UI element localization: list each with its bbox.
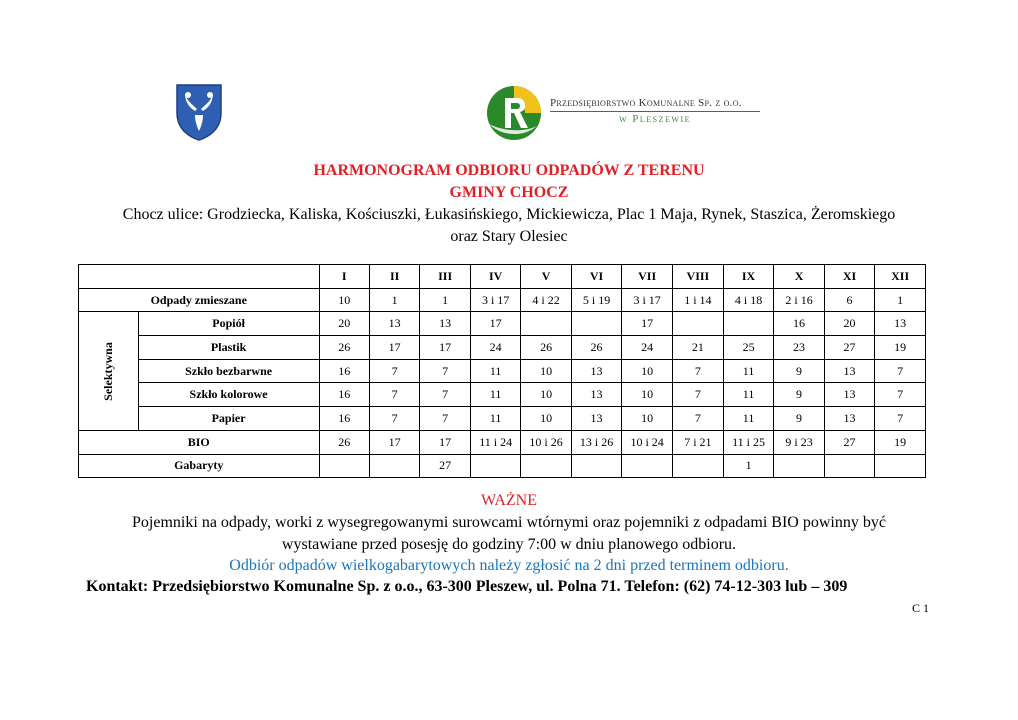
schedule-cell (875, 454, 926, 478)
schedule-cell: 17 (470, 312, 520, 336)
schedule-cell (824, 454, 874, 478)
waste-type-label: Szkło bezbarwne (138, 359, 319, 383)
schedule-cell: 9 (774, 359, 824, 383)
schedule-cell (723, 312, 773, 336)
schedule-cell: 9 (774, 407, 824, 431)
schedule-cell: 11 (470, 383, 520, 407)
schedule-cell: 27 (420, 454, 471, 478)
table-row (79, 288, 926, 312)
schedule-cell: 7 (672, 383, 723, 407)
table-row (79, 407, 926, 431)
month-header-VIII: VIII (672, 265, 723, 289)
schedule-cell: 16 (774, 312, 824, 336)
schedule-cell: 13 (824, 383, 874, 407)
company-name-line2: w Pleszewie (618, 113, 692, 125)
table-row (79, 312, 926, 336)
schedule-cell: 25 (723, 336, 773, 360)
schedule-cell: 10 (521, 383, 571, 407)
month-header-II: II (369, 265, 419, 289)
schedule-cell: 6 (824, 288, 874, 312)
schedule-cell: 13 (571, 407, 621, 431)
schedule-cell: 1 (723, 454, 773, 478)
schedule-cell: 13 (875, 312, 926, 336)
company-name (550, 97, 770, 125)
page-code: C 1 (912, 601, 930, 615)
schedule-cell: 10 i 24 (622, 430, 673, 454)
header-corner-cell (79, 265, 320, 289)
schedule-cell: 9 i 23 (774, 430, 824, 454)
schedule-cell: 26 (571, 336, 621, 360)
schedule-cell: 21 (672, 336, 723, 360)
table-row (79, 359, 926, 383)
month-header-VI: VI (571, 265, 621, 289)
selective-group-text: Selektywna (100, 341, 115, 401)
month-header-I: I (319, 265, 369, 289)
schedule-cell: 7 (369, 383, 419, 407)
schedule-cell: 11 (470, 359, 520, 383)
schedule-cell: 3 i 17 (470, 288, 520, 312)
schedule-cell (369, 454, 419, 478)
schedule-cell: 4 i 18 (723, 288, 773, 312)
schedule-cell: 7 (672, 407, 723, 431)
company-logo-icon (485, 84, 543, 142)
schedule-cell: 7 (369, 407, 419, 431)
schedule-cell: 16 (319, 359, 369, 383)
schedule-cell: 24 (622, 336, 673, 360)
waste-type-label: Plastik (138, 336, 319, 360)
schedule-cell: 11 i 24 (470, 430, 520, 454)
company-name-line1: Przedsiębiorstwo Komunalne Sp. z o.o. (550, 97, 742, 109)
schedule-cell (521, 454, 571, 478)
schedule-cell: 4 i 22 (521, 288, 571, 312)
schedule-cell: 1 (875, 288, 926, 312)
schedule-cell (774, 454, 824, 478)
schedule-cell: 10 (521, 359, 571, 383)
schedule-cell: 16 (319, 383, 369, 407)
notice-line1: Pojemniki na odpady, worki z wysegregowanymi surowcami wtórnymi oraz pojemniki z odpadami BIO powinny być (132, 514, 886, 531)
schedule-cell: 19 (875, 336, 926, 360)
schedule-cell: 17 (622, 312, 673, 336)
document-title-line2: GMINY CHOCZ (449, 184, 569, 201)
schedule-cell: 13 (571, 383, 621, 407)
schedule-cell: 7 (672, 359, 723, 383)
schedule-cell: 1 (369, 288, 419, 312)
schedule-cell: 17 (420, 430, 471, 454)
schedule-cell: 9 (774, 383, 824, 407)
schedule-cell: 11 (723, 359, 773, 383)
table-row (79, 430, 926, 454)
notice-line2: wystawiane przed posesję do godziny 7:00 w dniu planowego odbioru. (281, 536, 737, 553)
schedule-cell: 2 i 16 (774, 288, 824, 312)
waste-type-label: Szkło kolorowe (138, 383, 319, 407)
schedule-cell: 26 (319, 430, 369, 454)
schedule-cell: 10 (622, 383, 673, 407)
schedule-cell: 13 (420, 312, 471, 336)
bulky-waste-note: Odbiór odpadów wielkogabarytowych należy zgłosić na 2 dni przed terminem odbioru. (229, 557, 789, 574)
table-row (79, 336, 926, 360)
schedule-cell: 20 (319, 312, 369, 336)
schedule-cell: 1 (420, 288, 471, 312)
schedule-cell: 27 (824, 430, 874, 454)
schedule-cell: 23 (774, 336, 824, 360)
schedule-cell (319, 454, 369, 478)
schedule-cell: 10 (622, 407, 673, 431)
schedule-cell: 11 (470, 407, 520, 431)
schedule-cell (571, 312, 621, 336)
schedule-cell: 16 (319, 407, 369, 431)
schedule-cell: 27 (824, 336, 874, 360)
month-header-III: III (420, 265, 471, 289)
schedule-cell: 24 (470, 336, 520, 360)
schedule-cell: 17 (420, 336, 471, 360)
schedule-cell: 5 i 19 (571, 288, 621, 312)
schedule-cell (672, 312, 723, 336)
schedule-cell: 7 (875, 359, 926, 383)
streets-line1: Chocz ulice: Grodziecka, Kaliska, Kościuszki, Łukasińskiego, Mickiewicza, Plac 1 Maja, Rynek, Staszica, Żeromskiego (122, 206, 896, 223)
schedule-cell: 26 (521, 336, 571, 360)
waste-type-label: Gabaryty (79, 454, 320, 478)
schedule-cell: 3 i 17 (622, 288, 673, 312)
schedule-cell (571, 454, 621, 478)
schedule-cell: 7 (369, 359, 419, 383)
schedule-cell (470, 454, 520, 478)
collection-schedule-table (78, 264, 926, 478)
schedule-cell: 11 i 25 (723, 430, 773, 454)
schedule-cell: 7 (875, 383, 926, 407)
contact-info: Kontakt: Przedsiębiorstwo Komunalne Sp. z o.o., 63-300 Pleszew, ul. Polna 71. Telefon: (62) 74-12-303 lub – 309 (86, 578, 848, 595)
month-header-IV: IV (470, 265, 520, 289)
notice-heading: WAŻNE (481, 492, 537, 509)
schedule-cell: 11 (723, 383, 773, 407)
document-title-line1: HARMONOGRAM ODBIORU ODPADÓW Z TERENU (313, 162, 705, 179)
schedule-cell: 1 i 14 (672, 288, 723, 312)
schedule-cell: 13 i 26 (571, 430, 621, 454)
schedule-cell (672, 454, 723, 478)
schedule-cell: 13 (369, 312, 419, 336)
schedule-cell: 17 (369, 336, 419, 360)
schedule-cell: 10 (521, 407, 571, 431)
month-header-row (79, 265, 926, 289)
schedule-cell (622, 454, 673, 478)
schedule-cell: 7 (420, 359, 471, 383)
selective-group-label (79, 312, 139, 430)
schedule-cell: 26 (319, 336, 369, 360)
schedule-cell: 7 (420, 383, 471, 407)
waste-type-label: BIO (79, 430, 320, 454)
schedule-cell: 7 (875, 407, 926, 431)
month-header-V: V (521, 265, 571, 289)
schedule-cell: 13 (571, 359, 621, 383)
schedule-cell (521, 312, 571, 336)
schedule-cell: 10 (622, 359, 673, 383)
municipal-coat-of-arms-icon (175, 83, 223, 141)
schedule-cell: 11 (723, 407, 773, 431)
company-name-divider (550, 111, 760, 112)
month-header-IX: IX (723, 265, 773, 289)
schedule-cell: 7 i 21 (672, 430, 723, 454)
schedule-cell: 20 (824, 312, 874, 336)
month-header-X: X (774, 265, 824, 289)
waste-type-label: Odpady zmieszane (79, 288, 320, 312)
schedule-cell: 13 (824, 359, 874, 383)
schedule-cell: 13 (824, 407, 874, 431)
waste-type-label: Popiół (138, 312, 319, 336)
schedule-cell: 19 (875, 430, 926, 454)
month-header-VII: VII (622, 265, 673, 289)
table-row (79, 383, 926, 407)
month-header-XII: XII (875, 265, 926, 289)
schedule-cell: 10 (319, 288, 369, 312)
month-header-XI: XI (824, 265, 874, 289)
schedule-cell: 17 (369, 430, 419, 454)
table-row (79, 454, 926, 478)
schedule-cell: 7 (420, 407, 471, 431)
waste-type-label: Papier (138, 407, 319, 431)
streets-line2: oraz Stary Olesiec (450, 228, 568, 245)
schedule-cell: 10 i 26 (521, 430, 571, 454)
